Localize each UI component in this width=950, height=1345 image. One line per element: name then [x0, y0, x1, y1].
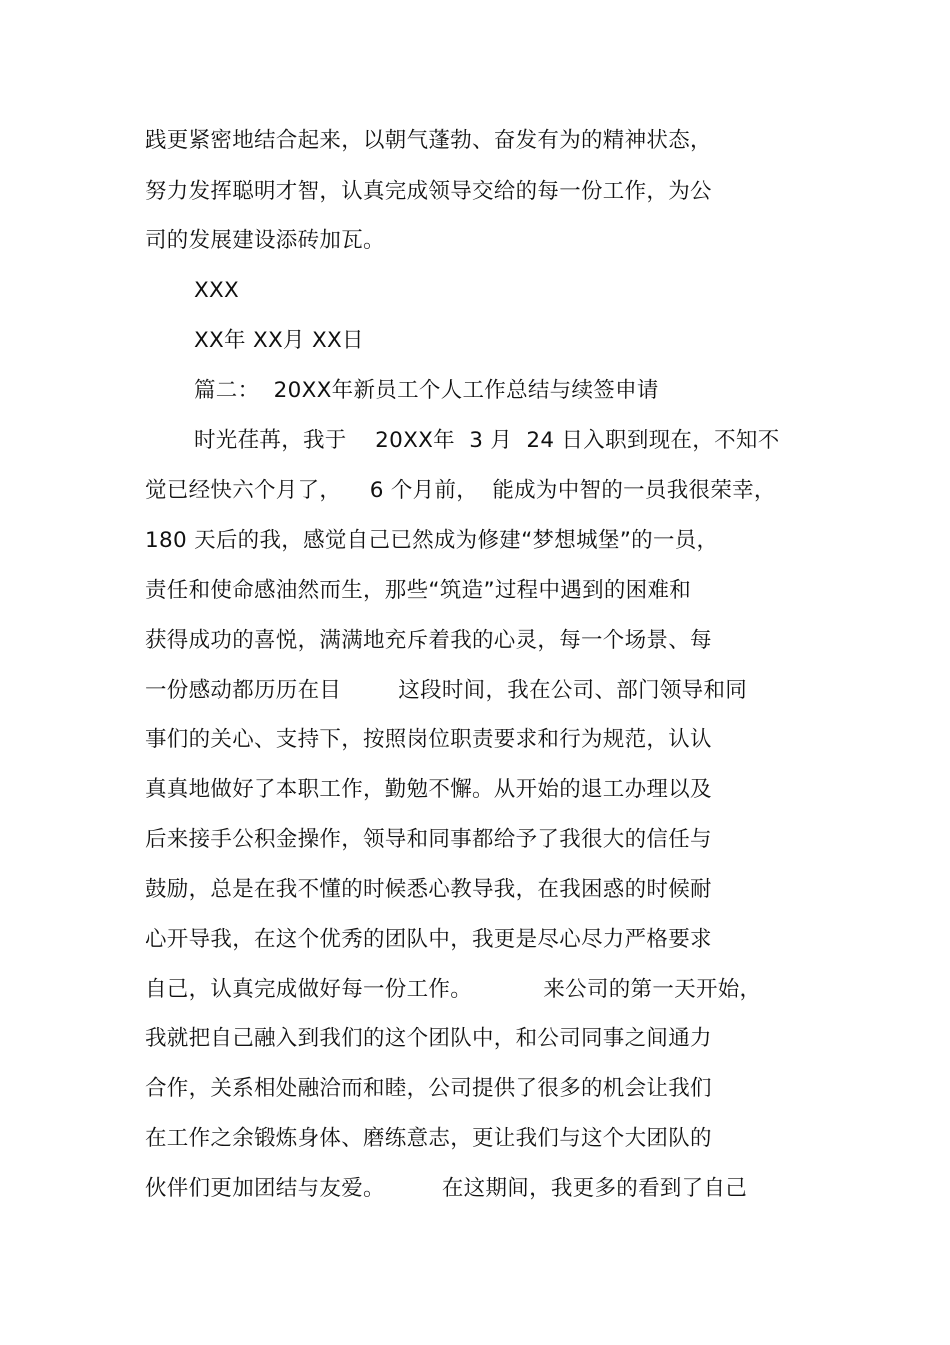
text-line: 在工作之余锻炼身体、磨练意志，更让我们与这个大团队的: [145, 1126, 712, 1151]
text-line: 责任和使命感油然而生，那些“筑造”过程中遇到的困难和: [145, 578, 692, 603]
text-line: 合作，关系相处融洽而和睦，公司提供了很多的机会让我们: [145, 1076, 712, 1101]
signature-name: XXX: [194, 278, 240, 303]
text-line: 获得成功的喜悦，满满地充斥着我的心灵，每一个场景、每: [145, 628, 712, 653]
text-line: 180 天后的我，感觉自己已然成为修建“梦想城堡”的一员，: [145, 528, 719, 553]
text-line: 我就把自己融入到我们的这个团队中，和公司同事之间通力: [145, 1026, 712, 1051]
section-heading: 篇二： 20XX年新员工个人工作总结与续签申请: [194, 378, 659, 403]
paragraph-first-line: 时光荏苒，我于 20XX年 3 月 24 日入职到现在，不知不: [194, 428, 780, 453]
text-line: 觉已经快六个月了， 6 个月前， 能成为中智的一员我很荣幸，: [145, 478, 776, 503]
text-line: 真真地做好了本职工作，勤勉不懈。从开始的退工办理以及: [145, 777, 712, 802]
text-line: 伙伴们更加团结与友爱。 在这期间，我更多的看到了自己: [145, 1176, 748, 1201]
text-line: 事们的关心、支持下，按照岗位职责要求和行为规范，认认: [145, 727, 712, 752]
text-line: 努力发挥聪明才智，认真完成领导交给的每一份工作，为公: [145, 179, 712, 204]
signature-date: XX年 XX月 XX日: [194, 328, 364, 353]
text-line: 一份感动都历历在目 这段时间，我在公司、部门领导和同: [145, 678, 748, 703]
text-line: 自己，认真完成做好每一份工作。 来公司的第一天开始，: [145, 977, 762, 1002]
text-line: 践更紧密地结合起来，以朝气蓬勃、奋发有为的精神状态，: [145, 128, 712, 153]
text-line: 司的发展建设添砖加瓦。: [145, 228, 385, 253]
text-line: 鼓励，总是在我不懂的时候悉心教导我，在我困惑的时候耐: [145, 877, 712, 902]
text-line: 心开导我，在这个优秀的团队中，我更是尽心尽力严格要求: [145, 927, 712, 952]
text-line: 后来接手公积金操作，领导和同事都给予了我很大的信任与: [145, 827, 712, 852]
